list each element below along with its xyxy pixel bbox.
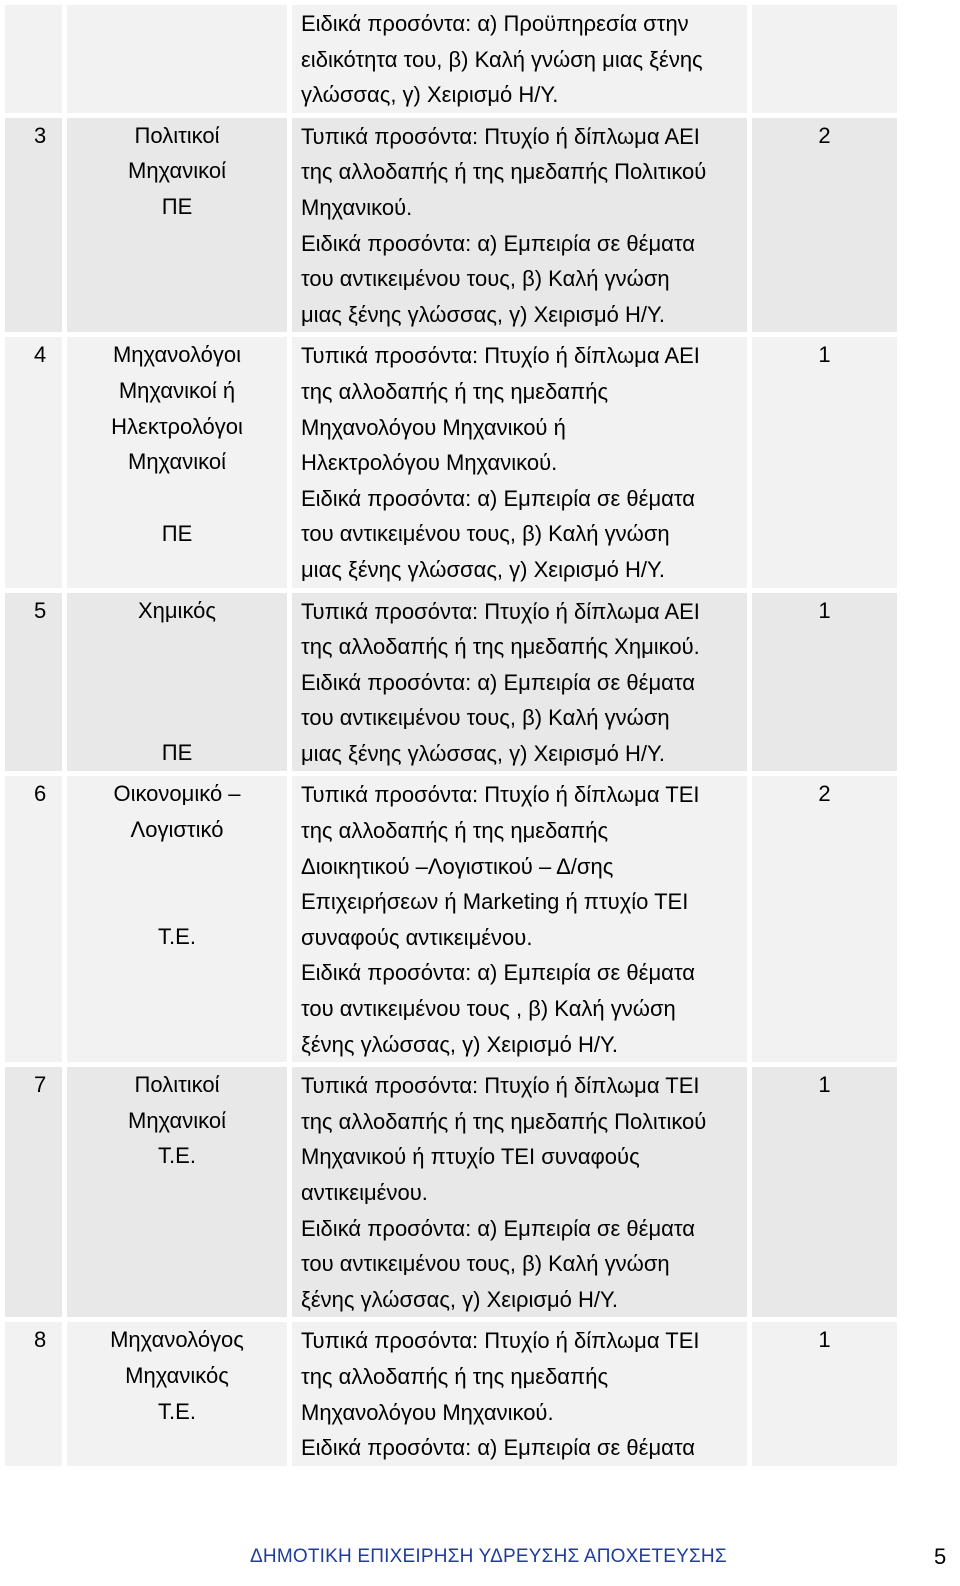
specialty-line: Μηχανολόγοι — [112, 342, 242, 368]
positions-count — [752, 5, 897, 113]
table-row — [5, 776, 897, 1062]
qualification-line: αντικειμένου. — [301, 1180, 428, 1205]
table-row — [5, 1322, 897, 1465]
specialty-cell — [67, 337, 287, 587]
qualification-line: Τυπικά προσόντα: Πτυχίο ή δίπλωμα ΑΕΙ — [301, 598, 700, 624]
specialty-cell — [67, 593, 287, 772]
specialty-line: Χημικός — [137, 597, 217, 623]
education-level: Τ.Ε. — [158, 1143, 196, 1169]
positions-count: 2 — [752, 776, 897, 1062]
qualification-line: Ειδικά προσόντα: α) Εμπειρία σε θέματα — [301, 485, 695, 511]
qualification-line: της αλλοδαπής ή της ημεδαπής Πολιτικού — [301, 1108, 707, 1134]
table-row — [5, 337, 897, 587]
specialty-line: Πολιτικοί — [134, 122, 220, 148]
qualification-line: μιας ξένης γλώσσας, γ) Χειρισμό Η/Υ. — [301, 301, 665, 327]
specialty-cell — [67, 1322, 287, 1465]
row-number: 6 — [5, 776, 62, 1062]
qualification-line: του αντικειμένου τους, β) Καλή γνώση — [301, 1251, 670, 1277]
qualifications-cell — [292, 118, 747, 333]
specialty-line: Μηχανικοί — [128, 1107, 226, 1133]
specialty-line: Μηχανικοί — [128, 158, 226, 184]
positions-count: 1 — [752, 593, 897, 772]
row-number: 7 — [5, 1067, 62, 1317]
qualification-line: Μηχανολόγου Μηχανικού. — [301, 1399, 554, 1425]
qualification-line: Διοικητικού –Λογιστικού – Δ/σης — [301, 853, 614, 879]
education-level: Τ.Ε. — [158, 923, 196, 949]
qualifications-cell — [292, 593, 747, 772]
qualification-line: Τυπικά προσόντα: Πτυχίο ή δίπλωμα ΑΕΙ — [301, 343, 700, 369]
qualification-line: ειδικότητα του, β) Καλή γνώση μιας ξένης — [301, 46, 703, 72]
qualification-line: Τυπικά προσόντα: Πτυχίο ή δίπλωμα ΤΕΙ — [301, 1328, 700, 1354]
qualification-line: Ειδικά προσόντα: α) Εμπειρία σε θέματα — [301, 230, 695, 256]
qualifications-cell — [292, 337, 747, 587]
education-level: ΠΕ — [161, 740, 193, 766]
specialty-line: Ηλεκτρολόγοι — [111, 413, 243, 439]
row-number: 4 — [5, 337, 62, 587]
qualification-line: της αλλοδαπής ή της ημεδαπής — [301, 1363, 609, 1389]
qualification-line: του αντικειμένου τους, β) Καλή γνώση — [301, 266, 670, 292]
qualification-line: της αλλοδαπής ή της ημεδαπής — [301, 818, 609, 844]
row-number: 8 — [5, 1322, 62, 1465]
education-level: ΠΕ — [161, 520, 193, 546]
qualification-line: Τυπικά προσόντα: Πτυχίο ή δίπλωμα ΤΕΙ — [301, 1073, 700, 1099]
qualifications-cell — [292, 776, 747, 1062]
specialty-line: Οικονομικό – — [113, 781, 241, 807]
qualification-line: Μηχανολόγου Μηχανικού ή — [301, 414, 566, 440]
qualification-line: μιας ξένης γλώσσας, γ) Χειρισμό Η/Υ. — [301, 740, 665, 766]
qualification-line: Επιχειρήσεων ή Marketing ή πτυχίο ΤΕΙ — [301, 889, 689, 915]
qualification-line: συναφούς αντικειμένου. — [301, 924, 533, 950]
positions-count: 1 — [752, 1067, 897, 1317]
qualification-line: Μηχανικού ή πτυχίο ΤΕΙ συναφούς — [301, 1144, 640, 1170]
qualification-line: του αντικειμένου τους , β) Καλή γνώση — [301, 996, 676, 1022]
table-row — [5, 5, 897, 113]
qualification-line: Τυπικά προσόντα: Πτυχίο ή δίπλωμα ΤΕΙ — [301, 782, 700, 808]
page-number: 5 — [934, 1544, 947, 1569]
qualification-line: Ειδικά προσόντα: α) Εμπειρία σε θέματα — [301, 669, 695, 695]
specialty-cell — [67, 118, 287, 333]
qualification-line: Ειδικά προσόντα: α) Προϋπηρεσία στην — [301, 11, 689, 36]
positions-count: 2 — [752, 118, 897, 333]
qualification-line: της αλλοδαπής ή της ημεδαπής Πολιτικού — [301, 159, 707, 185]
row-number: 5 — [5, 593, 62, 772]
table-row — [5, 593, 897, 772]
qualification-line: ξένης γλώσσας, γ) Χειρισμό Η/Υ. — [301, 1031, 618, 1057]
organization-name: ΔΗΜΟΤΙΚΗ ΕΠΙΧΕΙΡΗΣΗ ΥΔΡΕΥΣΗΣ ΑΠΟΧΕΤΕΥΣΗΣ — [250, 1546, 727, 1567]
specialty-cell — [67, 776, 287, 1062]
table-row — [5, 1067, 897, 1317]
qualification-line: του αντικειμένου τους, β) Καλή γνώση — [301, 521, 670, 547]
qualification-line: Ειδικά προσόντα: α) Εμπειρία σε θέματα — [301, 1215, 695, 1241]
specialty-line: Μηχανικός — [125, 1362, 229, 1388]
row-number — [5, 5, 62, 113]
specialty-cell — [67, 5, 287, 113]
qualification-line: Τυπικά προσόντα: Πτυχίο ή δίπλωμα ΑΕΙ — [301, 123, 700, 149]
specialty-line: Μηχανικοί — [128, 449, 226, 475]
row-number: 3 — [5, 118, 62, 333]
education-level: ΠΕ — [161, 193, 193, 219]
qualification-line: Ειδικά προσόντα: α) Εμπειρία σε θέματα — [301, 1435, 695, 1461]
qualification-line: του αντικειμένου τους, β) Καλή γνώση — [301, 705, 670, 731]
qualification-line: Ειδικά προσόντα: α) Εμπειρία σε θέματα — [301, 960, 695, 986]
qualification-line: της αλλοδαπής ή της ημεδαπής — [301, 378, 609, 404]
specialty-line: Λογιστικό — [130, 817, 224, 843]
qualifications-cell — [292, 1067, 747, 1317]
qualification-line: της αλλοδαπής ή της ημεδαπής Χημικού. — [301, 634, 700, 660]
positions-count: 1 — [752, 1322, 897, 1465]
specialty-line: Μηχανολόγος — [110, 1327, 244, 1353]
qualifications-cell — [292, 1322, 747, 1465]
education-level: Τ.Ε. — [158, 1398, 196, 1424]
specialty-cell — [67, 1067, 287, 1317]
positions-count: 1 — [752, 337, 897, 587]
qualification-line: γλώσσας, γ) Χειρισμό Η/Υ. — [301, 82, 559, 108]
qualifications-cell — [292, 5, 747, 113]
specialty-line: Μηχανικοί ή — [118, 377, 236, 403]
qualification-line: ξένης γλώσσας, γ) Χειρισμό Η/Υ. — [301, 1286, 618, 1312]
qualification-line: Μηχανικού. — [301, 194, 413, 220]
page-footer — [0, 1538, 960, 1568]
table-row — [5, 118, 897, 333]
qualification-line: Ηλεκτρολόγου Μηχανικού. — [301, 450, 558, 476]
specialty-line: Πολιτικοί — [134, 1072, 220, 1098]
qualification-line: μιας ξένης γλώσσας, γ) Χειρισμό Η/Υ. — [301, 556, 665, 582]
